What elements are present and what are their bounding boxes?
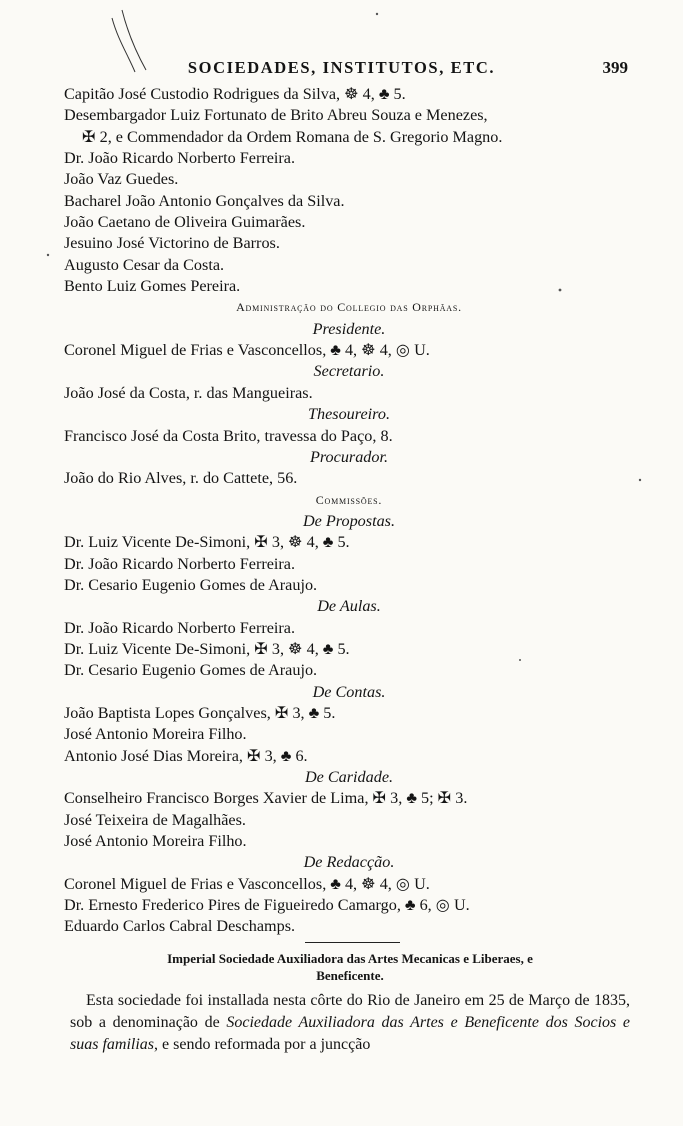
commissao-label-propostas: De Propostas. [302, 511, 396, 530]
speck [639, 479, 641, 481]
secretario-entry: João José da Costa, r. das Mangueiras. [64, 383, 313, 402]
commissao-member: João Baptista Lopes Gonçalves, ✠ 3, ♣ 5. [64, 703, 336, 722]
commissao-member: José Teixeira de Magalhães. [64, 810, 246, 829]
commissao-member: Dr. João Ricardo Norberto Ferreira. [64, 554, 296, 573]
role-label-presidente: Presidente. [312, 319, 386, 338]
member-line-continuation: ✠ 2, e Commendador da Ordem Romana de S. Gregorio Magno. [82, 127, 503, 146]
running-title: SOCIEDADES, INSTITUTOS, ETC. [187, 58, 496, 77]
commissao-member: Dr. Ernesto Frederico Pires de Figueiredo Camargo, ♣ 6, ◎ U. [64, 896, 470, 915]
commissao-label-redaccao: De Redacção. [303, 853, 395, 872]
commissao-member: José Antonio Moreira Filho. [64, 832, 247, 851]
paragraph-text: Esta sociedade foi installada nesta côrte do Rio de Janeiro em 25 de Março de 1835, sob a denominação de [70, 992, 630, 1031]
commissao-member: Dr. Luiz Vicente De-Simoni, ✠ 3, ☸ 4, ♣ 5. [64, 639, 350, 658]
commissao-member: Coronel Miguel de Frias e Vasconcellos, ♣ 4, ☸ 4, ◎ U. [64, 874, 430, 893]
commissao-member: Dr. Cesario Eugenio Gomes de Araujo. [64, 661, 318, 680]
commissao-label-contas: De Contas. [312, 682, 386, 701]
role-label-secretario: Secretario. [313, 362, 385, 381]
member-line: Bento Luiz Gomes Pereira. [64, 277, 241, 296]
speck [47, 254, 49, 256]
page-number: 399 [602, 58, 628, 77]
section-title-line2: Beneficente. [316, 968, 384, 983]
commissao-member: José Antonio Moreira Filho. [64, 725, 247, 744]
commissao-member: Dr. Luiz Vicente De-Simoni, ✠ 3, ☸ 4, ♣ 5. [64, 533, 350, 552]
paragraph-italic-text: Sociedade Auxiliadora das Artes e Beneficente dos Socios e suas familias [70, 1014, 630, 1053]
member-line: Dr. João Ricardo Norberto Ferreira. [64, 149, 296, 168]
commissao-member: Antonio José Dias Moreira, ✠ 3, ♣ 6. [64, 746, 308, 765]
thesoureiro-entry: Francisco José da Costa Brito, travessa do Paço, 8. [64, 426, 393, 445]
member-line: Bacharel João Antonio Gonçalves da Silva. [64, 191, 345, 210]
speck [376, 13, 378, 15]
administracao-heading: Administração do Collegio das Orphãas. [236, 300, 462, 315]
speck [519, 659, 521, 661]
commissao-member: Dr. João Ricardo Norberto Ferreira. [64, 618, 296, 637]
section-title-line1: Imperial Sociedade Auxiliadora das Artes Mecanicas e Liberaes, e [167, 951, 533, 966]
commissoes-heading: Commissões. [315, 492, 383, 507]
commissao-label-caridade: De Caridade. [304, 768, 394, 786]
member-line: João Caetano de Oliveira Guimarães. [64, 213, 306, 232]
role-label-thesoureiro: Thesoureiro. [308, 405, 390, 424]
commissao-member: Conselheiro Francisco Borges Xavier de Lima, ✠ 3, ♣ 5; ✠ 3. [64, 789, 468, 808]
commissao-label-aulas: De Aulas. [317, 597, 381, 616]
presidente-entry: Coronel Miguel de Frias e Vasconcellos, ♣ 4, ☸ 4, ◎ U. [64, 341, 430, 360]
member-line: Capitão José Custodio Rodrigues da Silva, ☸ 4, ♣ 5. [64, 85, 406, 103]
member-line: Jesuino José Victorino de Barros. [64, 234, 280, 253]
commissao-member: Dr. Cesario Eugenio Gomes de Araujo. [64, 575, 318, 594]
procurador-entry: João do Rio Alves, r. do Cattete, 56. [64, 469, 298, 488]
pen-stroke [112, 18, 135, 72]
pen-stroke [122, 10, 146, 70]
role-label-procurador: Procurador. [309, 447, 389, 466]
member-line: João Vaz Guedes. [64, 170, 179, 189]
speck [559, 289, 562, 292]
paragraph-text-end: , e sendo reformada por a juncção [154, 1036, 371, 1053]
member-line: Desembargador Luiz Fortunato de Brito Abreu Souza e Menezes, [64, 106, 488, 125]
commissao-member: Eduardo Carlos Cabral Deschamps. [64, 917, 296, 936]
member-line: Augusto Cesar da Costa. [64, 255, 225, 274]
